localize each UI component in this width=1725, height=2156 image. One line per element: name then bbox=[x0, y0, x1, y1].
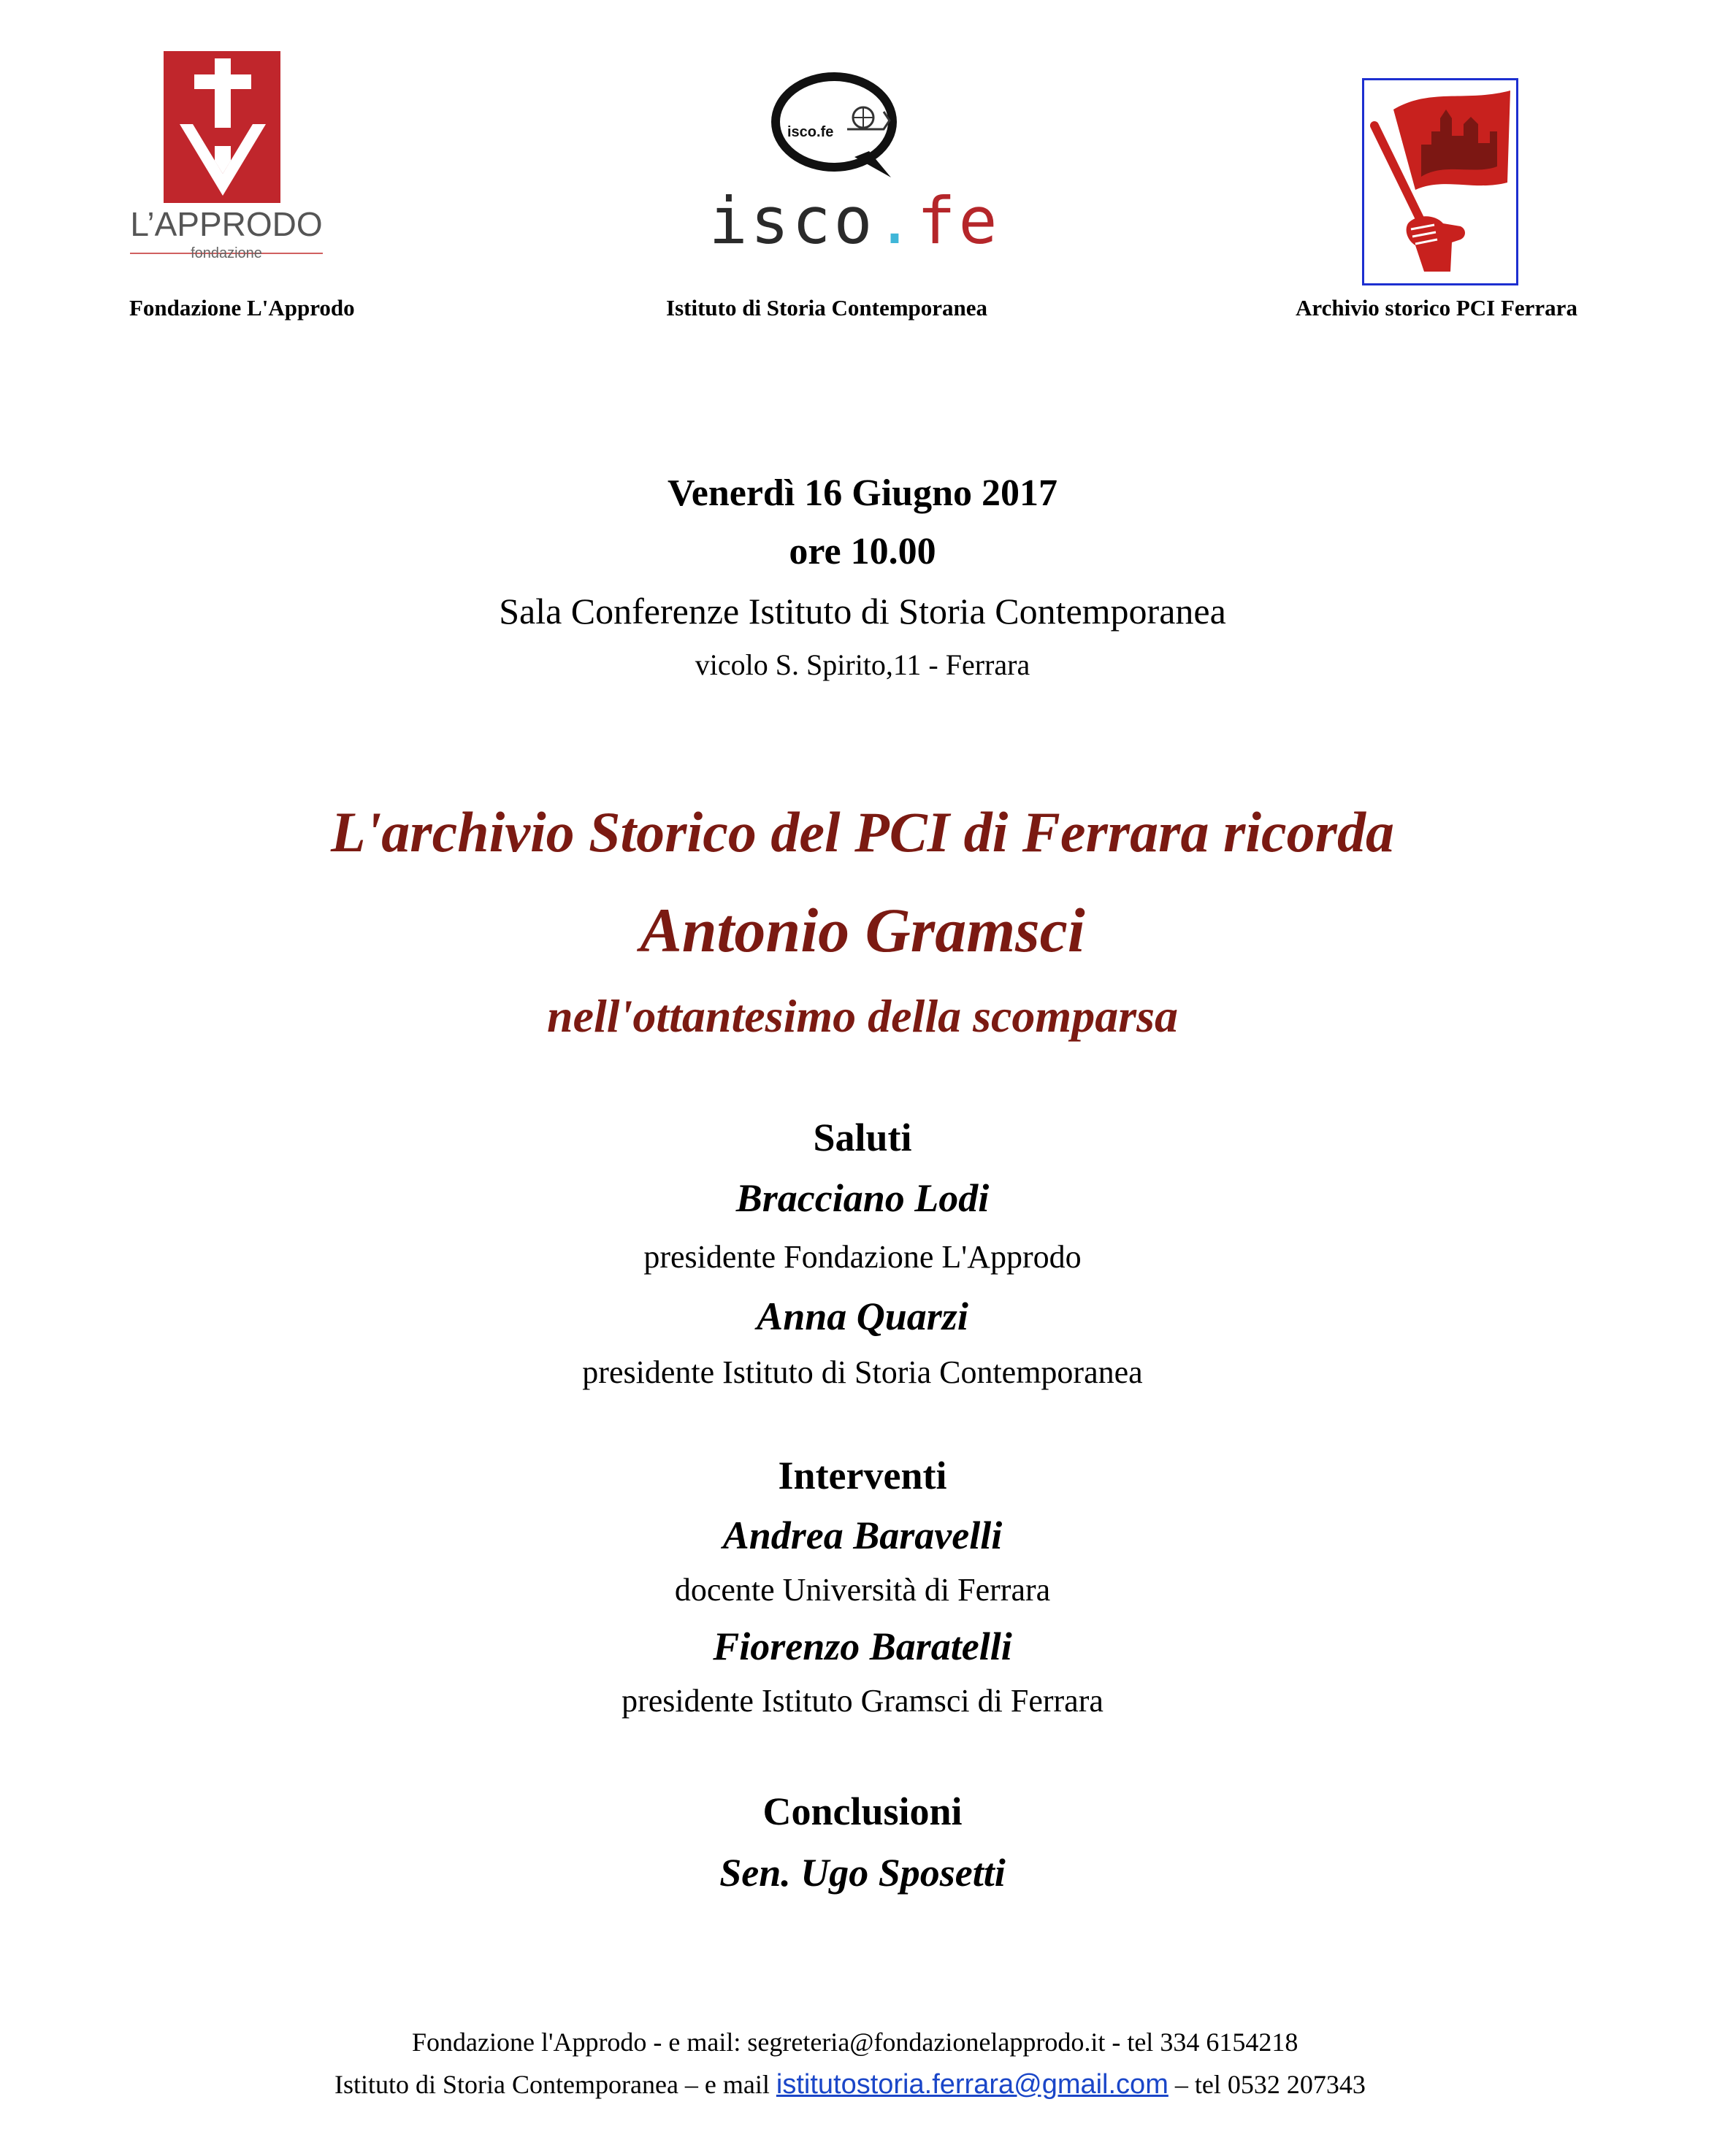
lapprodo-logo-subtext: fondazione bbox=[191, 245, 262, 261]
title-line-1: L'archivio Storico del PCI di Ferrara ricorda bbox=[330, 800, 1395, 864]
speaker-role: presidente Istituto di Storia Contemporanea bbox=[582, 1354, 1143, 1390]
iscofe-wordmark-main: isco bbox=[708, 183, 876, 258]
footer-line-2-prefix: Istituto di Storia Contemporanea – e mail bbox=[334, 2070, 776, 2099]
speaker-name: Sen. Ugo Sposetti bbox=[719, 1851, 1006, 1895]
iscofe-wordmark-dot: . bbox=[875, 183, 917, 258]
red-flag-logo-icon bbox=[1364, 80, 1516, 283]
saluti-heading: Saluti bbox=[813, 1116, 912, 1159]
event-time: ore 10.00 bbox=[789, 531, 936, 572]
lapprodo-logo bbox=[117, 51, 336, 263]
email-link[interactable]: istitutostoria.ferrara@gmail.com bbox=[776, 2069, 1169, 2100]
conclusioni-heading: Conclusioni bbox=[762, 1789, 963, 1833]
speaker-name: Bracciano Lodi bbox=[735, 1176, 990, 1220]
red-flag-logo bbox=[1362, 78, 1518, 285]
speaker-name: Anna Quarzi bbox=[757, 1294, 968, 1338]
event-address: vicolo S. Spirito,11 - Ferrara bbox=[695, 648, 1030, 681]
speaker-role: docente Università di Ferrara bbox=[674, 1572, 1051, 1608]
lapprodo-logo-text: L’APPRODO bbox=[130, 205, 323, 243]
iscofe-wordmark bbox=[701, 183, 1008, 258]
event-date: Venerdì 16 Giugno 2017 bbox=[667, 472, 1058, 514]
iscofe-bubble-text: isco.fe bbox=[787, 124, 834, 140]
iscofe-logo bbox=[694, 69, 1015, 259]
title-line-3: nell'ottantesimo della scomparsa bbox=[546, 990, 1179, 1042]
footer-line-2-suffix: – tel 0532 207343 bbox=[1168, 2070, 1366, 2099]
footer-line-2 bbox=[334, 2069, 1366, 2101]
lapprodo-logo-icon bbox=[164, 51, 280, 203]
speaker-role: presidente Fondazione L'Approdo bbox=[643, 1239, 1082, 1275]
event-venue: Sala Conferenze Istituto di Storia Contemporanea bbox=[499, 591, 1226, 632]
archive-caption: Archivio storico PCI Ferrara bbox=[1296, 295, 1577, 321]
title-line-2: Antonio Gramsci bbox=[640, 895, 1085, 965]
iscofe-caption: Istituto di Storia Contemporanea bbox=[666, 295, 988, 321]
footer-line-1: Fondazione l'Approdo - e mail: segreteria@fondazionelapprodo.it - tel 334 6154218 bbox=[412, 2028, 1298, 2057]
speaker-role: presidente Istituto Gramsci di Ferrara bbox=[621, 1683, 1104, 1719]
speaker-name: Andrea Baravelli bbox=[722, 1514, 1003, 1557]
interventi-heading: Interventi bbox=[778, 1454, 947, 1497]
iscofe-wordmark-suffix: fe bbox=[917, 183, 1001, 258]
lapprodo-caption: Fondazione L'Approdo bbox=[129, 295, 355, 321]
speaker-name: Fiorenzo Baratelli bbox=[713, 1624, 1012, 1668]
